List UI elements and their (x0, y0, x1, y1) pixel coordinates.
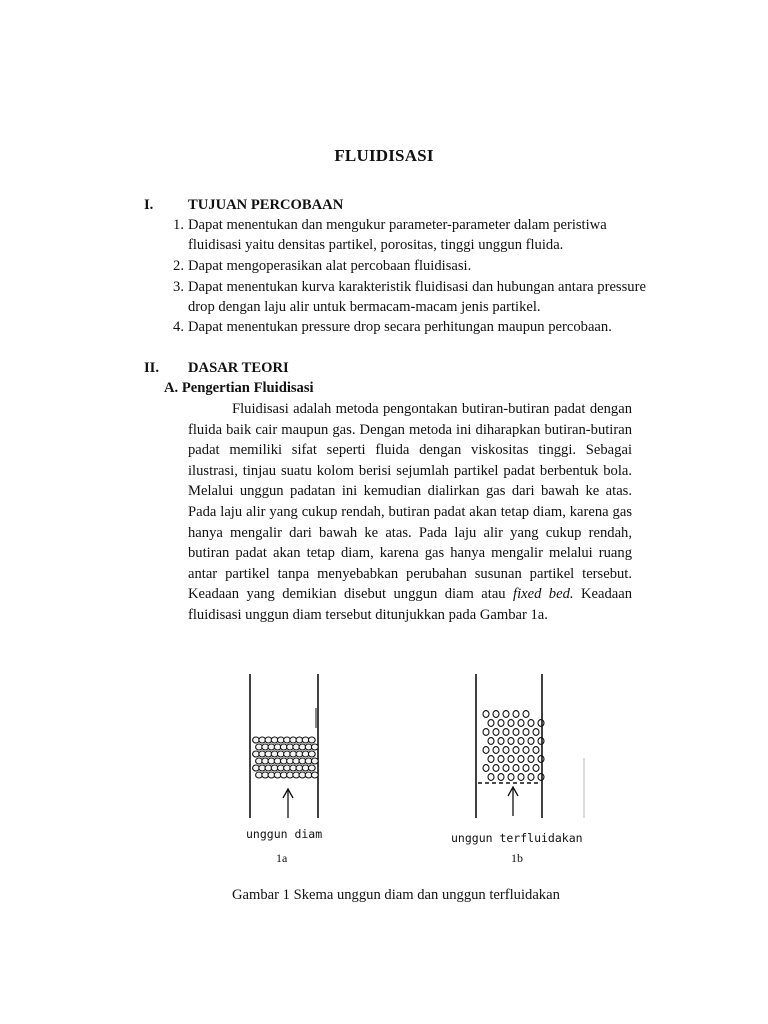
section-1-heading: TUJUAN PERCOBAAN (188, 197, 344, 213)
particle (518, 774, 524, 781)
particle (503, 711, 509, 718)
list-item-text: Dapat menentukan pressure drop secara perhitungan maupun percobaan. (188, 319, 612, 335)
list-item-text: fluidisasi yaitu densitas partikel, porositas, tinggi unggun fluida. (188, 237, 564, 253)
particle (488, 738, 494, 745)
particle (508, 720, 514, 727)
particle (503, 729, 509, 736)
document-title: FLUIDISASI (334, 146, 434, 165)
fixed-bed-particles (253, 737, 319, 778)
list-item-text: Dapat mengoperasikan alat percobaan fluidisasi. (188, 258, 472, 274)
particle (498, 774, 504, 781)
particle (493, 747, 499, 754)
section-2-heading: DASAR TEORI (188, 360, 289, 376)
theory-paragraph (188, 399, 632, 626)
particle (538, 738, 544, 745)
paragraph-text-end: Keadaan fluidisasi unggun diam tersebut ditunjukkan pada Gambar 1a. (188, 586, 632, 623)
particle (488, 720, 494, 727)
particle (493, 729, 499, 736)
particle (528, 774, 534, 781)
particle (488, 774, 494, 781)
particle (311, 758, 318, 764)
particle (513, 747, 519, 754)
fluidized-bed-label: unggun terfluidakan (451, 831, 583, 845)
particle (493, 765, 499, 772)
flow-arrow-left (283, 789, 293, 818)
particle (483, 729, 489, 736)
particle (518, 720, 524, 727)
particle (308, 737, 315, 743)
list-item-text: Dapat menentukan dan mengukur parameter-parameter dalam peristiwa (188, 217, 607, 233)
particle (513, 765, 519, 772)
fluidized-bed-column (476, 674, 542, 818)
particle (498, 738, 504, 745)
fluidized-bed-sublabel: 1b (511, 851, 523, 865)
particle (508, 738, 514, 745)
figure-caption: Gambar 1 Skema unggun diam dan unggun terfluidakan (232, 887, 560, 903)
particle (523, 765, 529, 772)
particle (523, 747, 529, 754)
figure-1 (230, 668, 590, 868)
particle (483, 747, 489, 754)
list-item-text: drop dengan laju alir untuk bermacam-macam jenis partikel. (188, 299, 541, 315)
list-item-text: Dapat menentukan kurva karakteristik fluidisasi dan hubungan antara pressure (188, 279, 646, 295)
subsection-heading: A. Pengertian Fluidisasi (164, 380, 314, 396)
paragraph-italic-term: fixed bed. (513, 586, 574, 603)
particle (508, 756, 514, 763)
particle (533, 765, 539, 772)
particle (498, 756, 504, 763)
particle (488, 756, 494, 763)
particle (538, 720, 544, 727)
particle (503, 765, 509, 772)
particle (493, 711, 499, 718)
particle (523, 729, 529, 736)
particle (483, 711, 489, 718)
list-item-number: 1. (173, 217, 184, 233)
list-item-number: 2. (173, 258, 184, 274)
particle (538, 774, 544, 781)
particle (523, 711, 529, 718)
particle (518, 738, 524, 745)
particle (533, 747, 539, 754)
particle (483, 765, 489, 772)
flow-arrow-right (508, 787, 518, 816)
particle (498, 720, 504, 727)
paragraph-text: Fluidisasi adalah metoda pengontakan butiran-butiran padat dengan fluida baik cair maupun gas. Dengan metoda ini diharapkan butiran-butiran padat memiliki sifat seperti fluida dengan viskositas tinggi. Sebagai ilustrasi, tinjau suatu kolom berisi sejumlah partikel padat berbentuk bola. Melalui unggun padatan ini kemudian dialirkan gas dari bawah ke atas. Pada laju alir yang cukup rendah, butiran padat akan tetap diam, karena gas hanya mengalir dari bawah ke atas. Pada laju alir yang cukup rendah, butiran padat akan tetap diam, karena gas hanya mengalir melalui ruang antar partikel tanpa menyebabkan perubahan susunan partikel tersebut. Keadaan yang demikian disebut unggun diam atau (188, 401, 632, 603)
particle (528, 738, 534, 745)
fluidized-bed-particles (483, 711, 544, 781)
particle (513, 711, 519, 718)
section-1-number: I. (144, 197, 154, 213)
fixed-bed-label: unggun diam (246, 827, 323, 841)
particle (308, 765, 315, 771)
particle (503, 747, 509, 754)
particle (533, 729, 539, 736)
section-2-number: II. (144, 360, 160, 376)
particle (508, 774, 514, 781)
particle (308, 751, 315, 757)
particle (311, 744, 318, 750)
particle (513, 729, 519, 736)
particle (528, 720, 534, 727)
particle (518, 756, 524, 763)
particle (538, 756, 544, 763)
fixed-bed-sublabel: 1a (276, 851, 288, 865)
particle (311, 772, 318, 778)
list-item-number: 4. (173, 319, 184, 335)
list-item-number: 3. (173, 279, 184, 295)
particle (528, 756, 534, 763)
